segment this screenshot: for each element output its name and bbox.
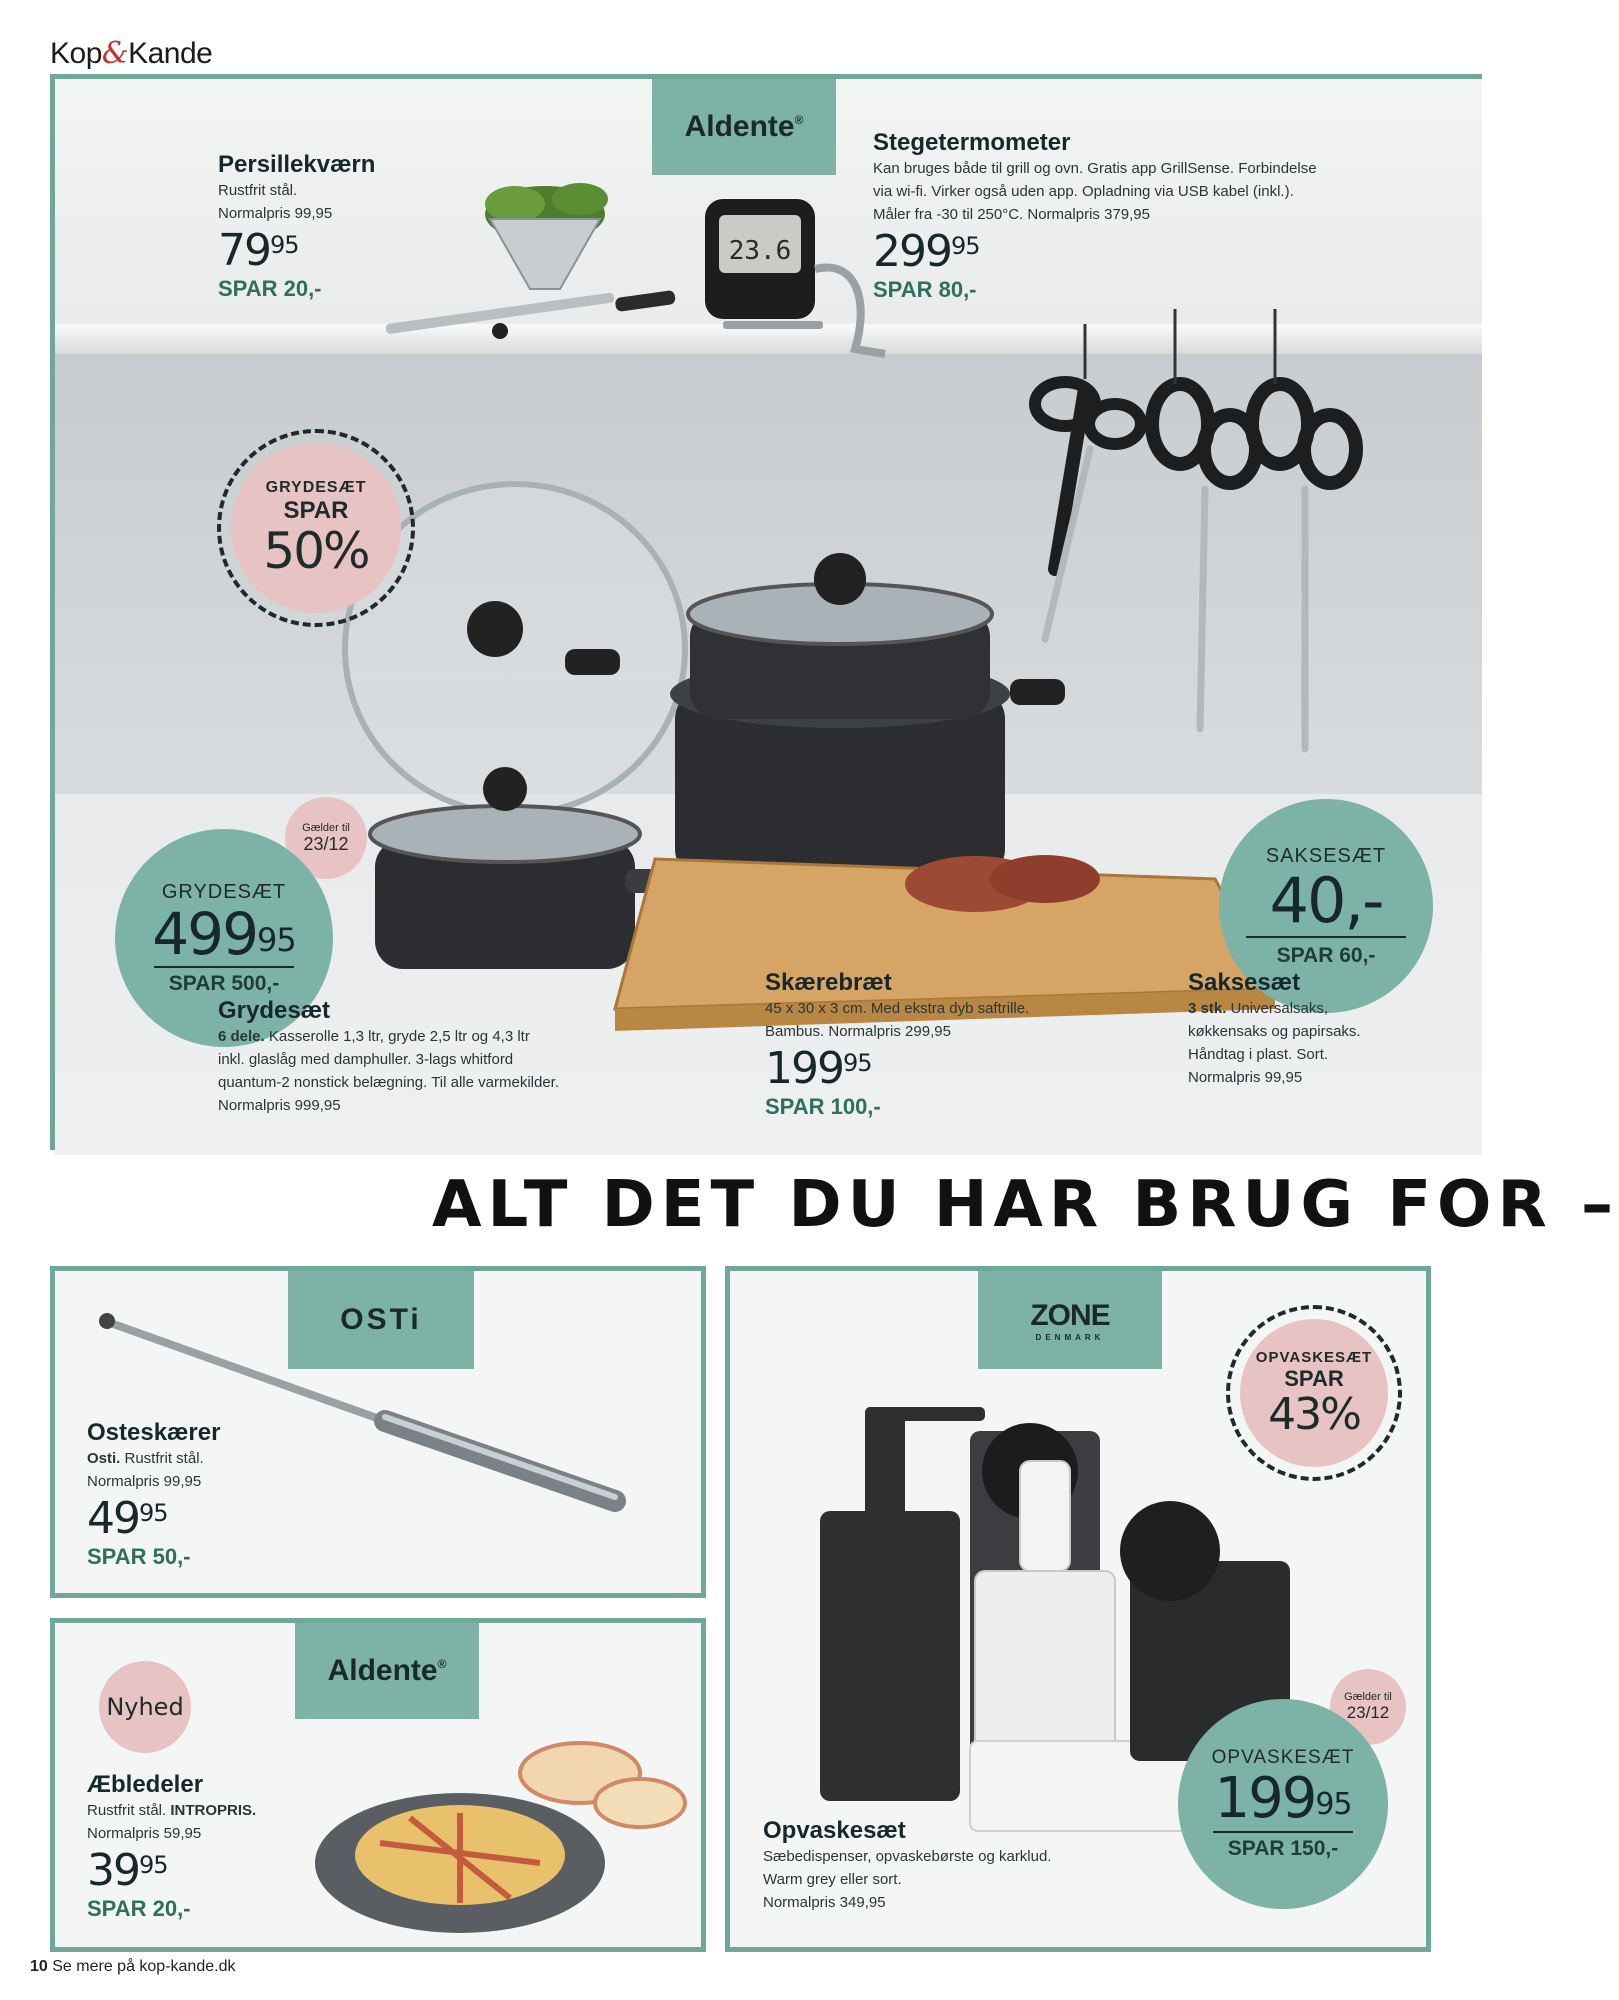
price-decimals: 95 <box>1315 1787 1352 1822</box>
zone-logo <box>978 1271 1162 1369</box>
product-price <box>87 1493 367 1544</box>
product-desc-bold: 6 dele. <box>218 1028 265 1045</box>
product-desc-2: køkkensaks og papirsaks. <box>1188 1023 1361 1040</box>
product-savings: SPAR 100,- <box>765 1094 881 1119</box>
product-title: Osteskærer <box>87 1419 221 1446</box>
headline: ALT DET DU HAR BRUG FOR – <box>432 1168 1619 1242</box>
product-desc-2: Warm grey eller sort. <box>763 1871 902 1888</box>
product-title: Persillekværn <box>218 151 376 178</box>
product-price <box>873 226 1433 277</box>
page-footer <box>30 1958 235 1976</box>
badge-percent: 50% <box>263 522 369 580</box>
circle-savings: SPAR 150,- <box>1227 1837 1339 1860</box>
thermometer-display: 23.6 <box>728 236 792 266</box>
product-title: Saksesæt <box>1188 969 1301 996</box>
circle-savings: SPAR 60,- <box>1276 943 1376 967</box>
aldente-panel <box>50 1618 706 1952</box>
product-normalpris: Normalpris 99,95 <box>1188 1069 1303 1086</box>
discount-badge-grydesaet <box>231 443 401 613</box>
product-savings: SPAR 20,- <box>87 1896 191 1921</box>
product-title: Stegetermometer <box>873 129 1071 156</box>
aldente-logo-text: Aldente <box>327 1654 438 1687</box>
circle-divider <box>1246 936 1406 938</box>
product-desc-1 <box>1188 997 1428 1020</box>
price-decimals: 95 <box>139 1499 168 1527</box>
circle-divider <box>154 966 294 968</box>
product-desc-1: Kan bruges både til grill og ovn. Gratis app GrillSense. Forbindelse <box>873 160 1317 177</box>
badge-percent: 43% <box>1268 1388 1360 1440</box>
circle-divider <box>1213 1831 1353 1833</box>
product-desc-text: Rustfrit stål. <box>87 1802 171 1819</box>
product-title: Grydesæt <box>218 997 331 1024</box>
product-savings: SPAR 20,- <box>218 276 322 301</box>
product-osteskaerer <box>87 1419 367 1570</box>
product-desc-2: via wi-fi. Virker også uden app. Opladning via USB kabel (inkl.). <box>873 183 1294 200</box>
price-circle-opvaskesaet <box>1178 1699 1388 1909</box>
price-main: 49 <box>87 1493 139 1544</box>
product-grydesaet <box>218 997 648 1117</box>
valid-until-label: Gælder til <box>1344 1691 1392 1703</box>
zone-logo-text: ZONE <box>1030 1298 1110 1332</box>
product-skaerebraet <box>765 969 1125 1120</box>
product-normalpris: Normalpris 99,95 <box>87 1473 202 1490</box>
price-main: 299 <box>873 226 951 277</box>
product-desc-1: 45 x 30 x 3 cm. Med ekstra dyb saftrille. <box>765 1000 1030 1017</box>
product-desc: Rustfrit stål. <box>218 182 298 199</box>
product-price <box>765 1043 1125 1094</box>
product-desc-bold: INTROPRIS. <box>170 1802 257 1819</box>
zone-panel <box>725 1266 1431 1952</box>
product-desc-bold: Osti. <box>87 1450 121 1467</box>
product-desc-2: Bambus. Normalpris 299,95 <box>765 1023 951 1040</box>
price-main: 39 <box>87 1845 139 1896</box>
product-saksesaet <box>1188 969 1428 1089</box>
product-opvaskesaet <box>763 1817 1143 1914</box>
product-normalpris: Normalpris 59,95 <box>87 1825 202 1842</box>
circle-price: 40,- <box>1269 863 1383 937</box>
product-desc-1 <box>87 1799 387 1822</box>
circle-label: SAKSESÆT <box>1265 844 1387 867</box>
circle-price <box>1214 1766 1352 1831</box>
product-normalpris: Normalpris 999,95 <box>218 1097 341 1114</box>
brand-ampersand: & <box>101 36 129 71</box>
price-main: 199 <box>765 1043 843 1094</box>
product-desc-3: Håndtag i plast. Sort. <box>1188 1046 1329 1063</box>
osti-logo: OSTi <box>288 1271 474 1369</box>
zone-logo-sub: DENMARK <box>1035 1332 1105 1342</box>
product-desc-text: Rustfrit stål. <box>120 1450 204 1467</box>
product-desc-1 <box>218 1025 648 1048</box>
price-decimals: 95 <box>950 232 980 260</box>
brand-kop: Kop <box>50 37 102 70</box>
aldente-logo: Aldente ® <box>295 1623 479 1719</box>
product-title: Opvaskesæt <box>763 1817 906 1844</box>
price-main: 199 <box>1214 1766 1316 1831</box>
price-decimals: 95 <box>270 231 299 259</box>
circle-label: GRYDESÆT <box>161 880 287 903</box>
product-desc-3: Måler fra -30 til 250°C. Normalpris 379,95 <box>873 206 1150 223</box>
product-desc-1 <box>87 1447 367 1470</box>
badge-label: GRYDESÆT <box>265 479 367 496</box>
price-main: 79 <box>218 225 270 276</box>
brand-logo <box>50 36 212 71</box>
product-desc-bold: 3 stk. <box>1188 1000 1227 1017</box>
discount-badge-opvaskesaet <box>1240 1319 1388 1467</box>
page-number: 10 <box>30 1958 48 1975</box>
product-desc-text: Universalsaks, <box>1226 1000 1329 1017</box>
product-savings: SPAR 80,- <box>873 277 977 302</box>
brand-kande: Kande <box>128 37 213 70</box>
aldente-logo-text: Aldente <box>684 110 795 143</box>
osti-panel <box>50 1266 706 1598</box>
product-savings: SPAR 50,- <box>87 1544 191 1569</box>
badge-spar: SPAR <box>1284 1365 1344 1391</box>
price-main: 499 <box>152 899 257 968</box>
product-price <box>87 1845 387 1896</box>
badge-label: OPVASKESÆT <box>1255 1348 1373 1366</box>
product-aebledeler <box>87 1771 387 1922</box>
product-title: Æbledeler <box>87 1771 204 1798</box>
product-normalpris: Normalpris 99,95 <box>218 205 333 222</box>
circle-price <box>152 899 296 968</box>
product-desc-1: Sæbedispenser, opvaskebørste og karklud. <box>763 1848 1052 1865</box>
hero-panel <box>50 74 1482 1150</box>
product-desc-text: Kasserolle 1,3 ltr, gryde 2,5 ltr og 4,3 ltr <box>264 1028 530 1045</box>
badge-spar: SPAR <box>283 497 349 524</box>
product-stegetermometer <box>873 129 1433 303</box>
product-desc-2: inkl. glaslåg med damphuller. 3-lags whitford <box>218 1051 514 1068</box>
price-decimals: 95 <box>257 920 296 959</box>
price-decimals: 95 <box>139 1851 168 1879</box>
valid-until-date: 23/12 <box>1346 1703 1390 1722</box>
valid-until-date: 23/12 <box>303 833 349 854</box>
product-title: Skærebræt <box>765 969 892 996</box>
circle-savings: SPAR 500,- <box>168 971 280 995</box>
product-normalpris: Normalpris 349,95 <box>763 1894 886 1911</box>
new-badge: Nyhed <box>99 1661 191 1753</box>
aldente-logo: Aldente ® <box>652 79 836 175</box>
product-desc-3: quantum-2 nonstick belægning. Til alle varmekilder. <box>218 1074 560 1091</box>
circle-label: OPVASKESÆT <box>1211 1747 1355 1768</box>
footer-link[interactable]: Se mere på kop-kande.dk <box>52 1958 236 1975</box>
price-decimals: 95 <box>842 1049 872 1077</box>
valid-until-label: Gælder til <box>302 821 350 834</box>
